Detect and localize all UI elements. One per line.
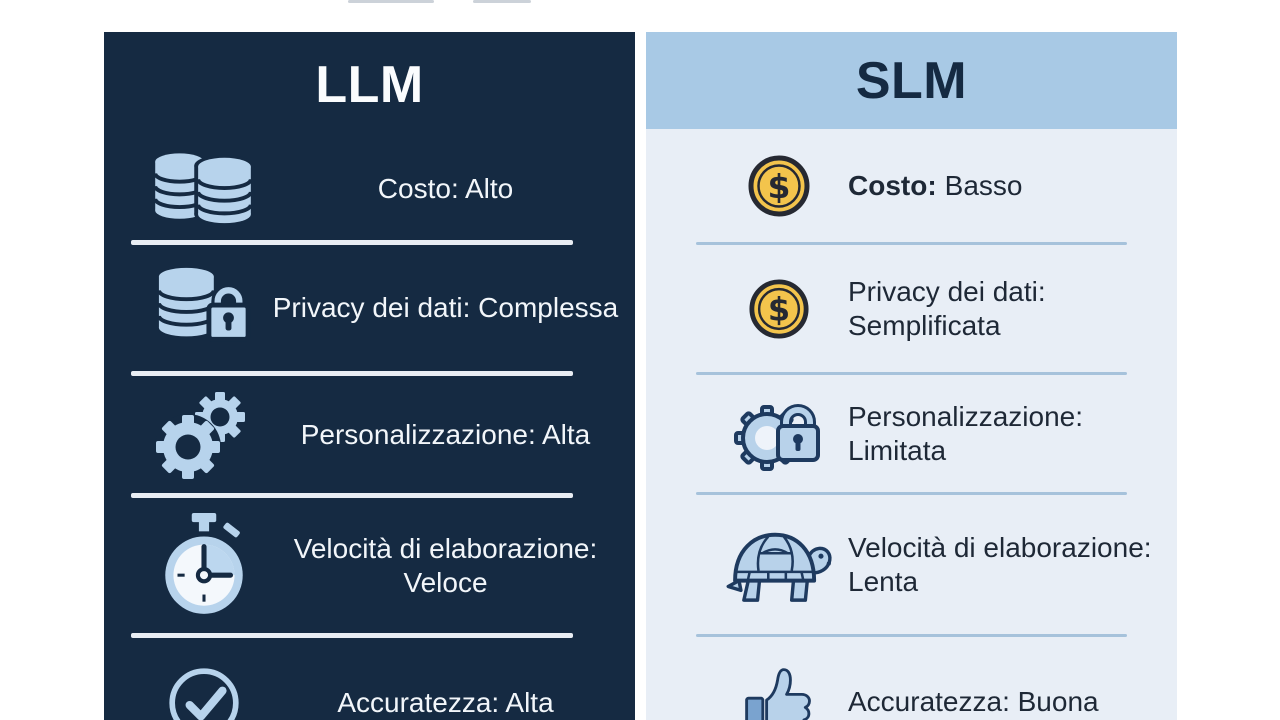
- slm-row-cost-text: Costo: Basso: [848, 169, 1023, 201]
- database-lock-icon: [144, 266, 264, 350]
- llm-row-cost: [104, 137, 635, 240]
- llm-row-accuracy: [104, 638, 635, 720]
- llm-row-customization: [104, 376, 635, 493]
- gears-icon: [144, 387, 264, 483]
- slm-row-privacy: [646, 245, 1177, 372]
- llm-row-speed-text: Velocità di elaborazione: Veloce: [293, 532, 598, 598]
- slm-row-accuracy-text: Accuratezza: Buona: [848, 686, 1099, 717]
- slm-row-speed: [646, 495, 1177, 634]
- llm-row-speed: [104, 498, 635, 633]
- slm-row-customization: [646, 375, 1177, 492]
- dollar-coin-icon: [724, 154, 834, 218]
- slm-row-privacy-text: Privacy dei dati: Semplificata: [848, 275, 1046, 341]
- stopwatch-icon: [144, 513, 264, 619]
- llm-row-privacy-text: Privacy dei dati: Complessa: [272, 292, 619, 323]
- svg-text:$: $: [767, 290, 791, 329]
- slm-row-customization-text: Personalizzazione: Limitata: [848, 400, 1084, 466]
- thumbs-up-icon: [724, 659, 834, 720]
- llm-column-title: LLM: [315, 55, 424, 114]
- dollar-coin-icon: [724, 278, 834, 340]
- svg-text:$: $: [767, 166, 791, 206]
- cropped-text-artifact: [348, 0, 434, 3]
- slm-row-speed-text: Velocità di elaborazione: Lenta: [848, 531, 1152, 597]
- turtle-icon: [724, 524, 834, 606]
- llm-column: [104, 32, 635, 720]
- gear-lock-icon: [724, 392, 834, 476]
- slm-column-title: SLM: [646, 32, 1177, 129]
- cropped-text-artifact: [473, 0, 531, 3]
- llm-row-accuracy-text: Accuratezza: Alta: [337, 687, 554, 718]
- slm-column: [646, 32, 1177, 720]
- llm-row-cost-text: Costo: Alto: [377, 172, 514, 204]
- llm-row-privacy: [104, 245, 635, 371]
- database-stack-icon: [144, 149, 264, 229]
- slm-row-cost: [646, 129, 1177, 242]
- slm-row-accuracy: [646, 637, 1177, 720]
- check-circle-icon: [144, 664, 264, 720]
- llm-row-customization-text: Personalizzazione: Alta: [300, 418, 591, 450]
